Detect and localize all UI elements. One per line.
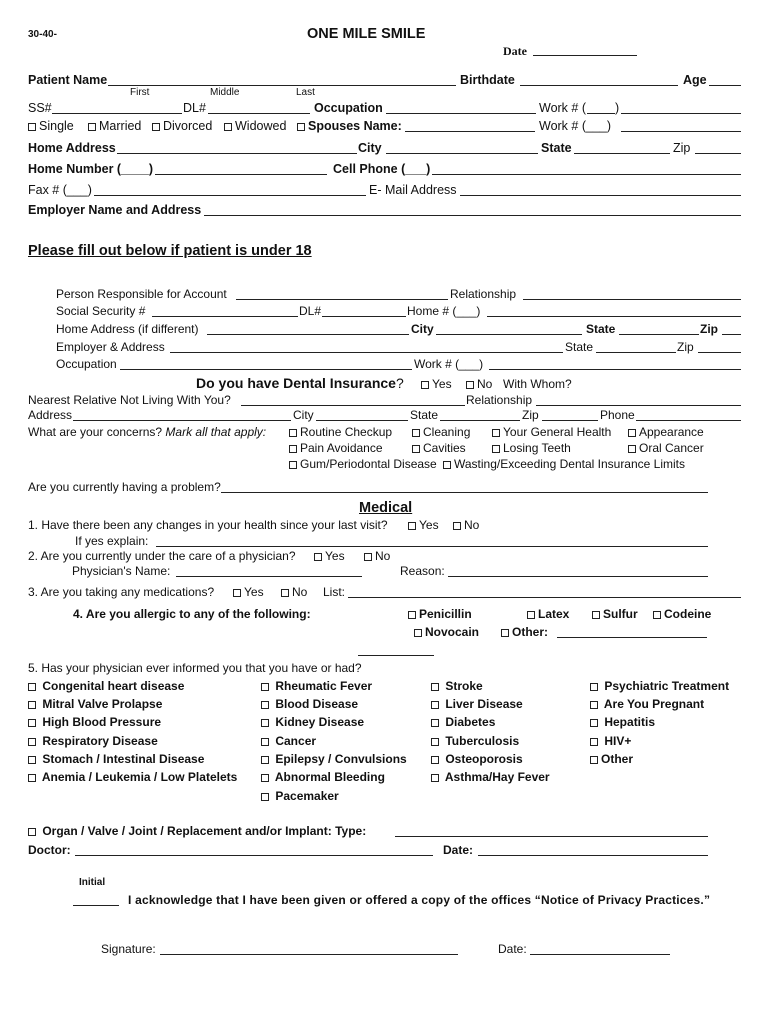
minor-occupation-label: Occupation bbox=[56, 357, 117, 371]
checkbox-icon[interactable] bbox=[421, 381, 429, 389]
ssn-field[interactable] bbox=[152, 316, 298, 317]
minor-employer-field[interactable] bbox=[170, 352, 563, 353]
condition-tuberculosis[interactable]: Tuberculosis bbox=[431, 734, 519, 748]
condition-abnormal-bleeding[interactable]: Abnormal Bleeding bbox=[261, 770, 385, 784]
marital-married[interactable]: Married bbox=[88, 119, 141, 133]
q1-yes[interactable]: Yes bbox=[408, 518, 439, 532]
age-label: Age bbox=[683, 73, 707, 87]
checkbox-icon[interactable] bbox=[28, 719, 36, 727]
minor-city-field[interactable] bbox=[436, 334, 582, 335]
cell-phone-label: Cell Phone (___) bbox=[333, 162, 431, 176]
condition-anemia[interactable]: Anemia / Leukemia / Low Platelets bbox=[28, 770, 237, 784]
checkbox-icon[interactable] bbox=[152, 123, 160, 131]
insurance-yes[interactable]: Yes bbox=[421, 377, 452, 391]
problem-field[interactable] bbox=[221, 492, 708, 493]
implant-type-field[interactable] bbox=[395, 836, 708, 837]
allergy-codeine[interactable]: Codeine bbox=[653, 607, 711, 621]
checkbox-icon[interactable] bbox=[590, 756, 598, 764]
signature-field[interactable] bbox=[160, 954, 458, 955]
zip-field[interactable] bbox=[695, 153, 741, 154]
condition-asthma[interactable]: Asthma/Hay Fever bbox=[431, 770, 550, 784]
initial-field[interactable] bbox=[73, 905, 119, 906]
relative-relationship-label: Relationship bbox=[466, 393, 533, 407]
reason-field[interactable] bbox=[448, 576, 708, 577]
checkbox-icon[interactable] bbox=[431, 738, 439, 746]
minor-zip2-field[interactable] bbox=[698, 352, 741, 353]
employer-label: Employer Name and Address bbox=[28, 203, 202, 217]
medical-q4: 4. Are you allergic to any of the following: bbox=[73, 607, 311, 621]
relative-address-field[interactable] bbox=[73, 420, 291, 421]
q2-no[interactable]: No bbox=[364, 549, 390, 563]
dl-field[interactable] bbox=[208, 113, 310, 114]
checkbox-icon[interactable] bbox=[289, 461, 297, 469]
relationship-label: Relationship bbox=[450, 287, 517, 301]
minor-home-label: Home # (___) bbox=[407, 304, 481, 318]
minor-home-field[interactable] bbox=[487, 316, 741, 317]
concern-cavities[interactable]: Cavities bbox=[412, 441, 466, 455]
minor-zip-label: Zip bbox=[700, 322, 718, 336]
concern-pain-avoidance[interactable]: Pain Avoidance bbox=[289, 441, 383, 455]
minor-work-field[interactable] bbox=[489, 369, 741, 370]
fax-label: Fax # (___) bbox=[28, 183, 92, 197]
checkbox-icon[interactable] bbox=[408, 522, 416, 530]
minor-zip2-label: Zip bbox=[677, 340, 694, 354]
employer-field[interactable] bbox=[204, 215, 741, 216]
condition-kidney-disease[interactable]: Kidney Disease bbox=[261, 715, 364, 729]
medical-q3: 3. Are you taking any medications? bbox=[28, 585, 215, 599]
q1-no[interactable]: No bbox=[453, 518, 479, 532]
condition-diabetes[interactable]: Diabetes bbox=[431, 715, 495, 729]
checkbox-icon[interactable] bbox=[261, 719, 269, 727]
concern-routine-checkup[interactable]: Routine Checkup bbox=[289, 425, 392, 439]
minor-home-address-label: Home Address (if different) bbox=[56, 322, 199, 336]
concern-cleaning[interactable]: Cleaning bbox=[412, 425, 470, 439]
checkbox-icon[interactable] bbox=[314, 553, 322, 561]
insurance-no[interactable]: No bbox=[466, 377, 492, 391]
concern-general-health[interactable]: Your General Health bbox=[492, 425, 611, 439]
checkbox-icon[interactable] bbox=[261, 738, 269, 746]
minor-work-label: Work # (___) bbox=[414, 357, 484, 371]
work-label: Work # ( bbox=[539, 101, 586, 115]
condition-hepatitis[interactable]: Hepatitis bbox=[590, 715, 655, 729]
ssn-label: Social Security # bbox=[56, 304, 146, 318]
checkbox-icon[interactable] bbox=[431, 756, 439, 764]
signature-date-label: Date: bbox=[498, 942, 527, 956]
allergy-penicillin[interactable]: Penicillin bbox=[408, 607, 472, 621]
concern-insurance-limits[interactable]: Wasting/Exceeding Dental Insurance Limits bbox=[443, 457, 685, 471]
condition-high-blood-pressure[interactable]: High Blood Pressure bbox=[28, 715, 161, 729]
implant-label[interactable]: Organ / Valve / Joint / Replacement and/or Implant: Type: bbox=[28, 824, 366, 838]
city-label: City bbox=[358, 141, 382, 155]
checkbox-icon[interactable] bbox=[590, 719, 598, 727]
checkbox-icon[interactable] bbox=[431, 774, 439, 782]
doctor-label: Doctor: bbox=[28, 843, 71, 857]
relative-state-label: State bbox=[410, 408, 439, 422]
checkbox-icon[interactable] bbox=[414, 629, 422, 637]
checkbox-icon[interactable] bbox=[412, 429, 420, 437]
concern-losing-teeth[interactable]: Losing Teeth bbox=[492, 441, 571, 455]
condition-congenital-heart[interactable]: Congenital heart disease bbox=[28, 679, 184, 693]
home-address-label: Home Address bbox=[28, 141, 116, 155]
condition-psychiatric[interactable]: Psychiatric Treatment bbox=[590, 679, 729, 693]
relative-city-label: City bbox=[293, 408, 314, 422]
checkbox-icon[interactable] bbox=[261, 683, 269, 691]
checkbox-icon[interactable] bbox=[297, 123, 305, 131]
minor-home-address-field[interactable] bbox=[207, 334, 409, 335]
date-label: Date bbox=[503, 44, 527, 58]
state-label: State bbox=[541, 141, 572, 155]
condition-epilepsy[interactable]: Epilepsy / Convulsions bbox=[261, 752, 407, 766]
minor-employer-label: Employer & Address bbox=[56, 340, 165, 354]
checkbox-icon[interactable] bbox=[28, 683, 36, 691]
medical-q1: 1. Have there been any changes in your health since your last visit? bbox=[28, 518, 388, 532]
medical-q2: 2. Are you currently under the care of a physician? bbox=[28, 549, 296, 563]
checkbox-icon[interactable] bbox=[289, 445, 297, 453]
checkbox-icon[interactable] bbox=[261, 774, 269, 782]
allergy-latex[interactable]: Latex bbox=[527, 607, 569, 621]
checkbox-icon[interactable] bbox=[431, 719, 439, 727]
checkbox-icon[interactable] bbox=[592, 611, 600, 619]
middle-caption: Middle bbox=[210, 87, 240, 98]
checkbox-icon[interactable] bbox=[261, 756, 269, 764]
ss-label: SS# bbox=[28, 101, 52, 115]
minor-zip-field[interactable] bbox=[722, 334, 741, 335]
checkbox-icon[interactable] bbox=[28, 774, 36, 782]
date-field[interactable] bbox=[533, 55, 637, 56]
medical-heading: Medical bbox=[359, 500, 413, 516]
cell-phone-field[interactable] bbox=[432, 174, 741, 175]
checkbox-icon[interactable] bbox=[408, 611, 416, 619]
work-close-paren: ) bbox=[615, 101, 620, 115]
birthdate-field[interactable] bbox=[520, 85, 678, 86]
checkbox-icon[interactable] bbox=[261, 793, 269, 801]
initial-label: Initial bbox=[79, 877, 106, 888]
medications-list-field[interactable] bbox=[348, 597, 741, 598]
condition-rheumatic-fever[interactable]: Rheumatic Fever bbox=[261, 679, 372, 693]
checkbox-icon[interactable] bbox=[501, 629, 509, 637]
checkbox-icon[interactable] bbox=[431, 683, 439, 691]
minor-occupation-field[interactable] bbox=[120, 369, 412, 370]
minor-dl-field[interactable] bbox=[322, 316, 406, 317]
relative-city-field[interactable] bbox=[316, 420, 408, 421]
checkbox-icon[interactable] bbox=[233, 589, 241, 597]
q1-explain-label: If yes explain: bbox=[75, 534, 149, 548]
checkbox-icon[interactable] bbox=[466, 381, 474, 389]
responsible-field[interactable] bbox=[236, 299, 448, 300]
insurance-question: Do you have Dental Insurance? bbox=[196, 375, 404, 391]
checkbox-icon[interactable] bbox=[527, 611, 535, 619]
doctor-field[interactable] bbox=[75, 855, 433, 856]
fax-field[interactable] bbox=[94, 195, 366, 196]
checkbox-icon[interactable] bbox=[28, 123, 36, 131]
marital-single[interactable]: Single bbox=[28, 119, 74, 133]
condition-stomach[interactable]: Stomach / Intestinal Disease bbox=[28, 752, 204, 766]
checkbox-icon[interactable] bbox=[28, 828, 36, 836]
physician-name-label: Physician's Name: bbox=[72, 564, 171, 578]
checkbox-icon[interactable] bbox=[364, 553, 372, 561]
checkbox-icon[interactable] bbox=[289, 429, 297, 437]
condition-cancer[interactable]: Cancer bbox=[261, 734, 316, 748]
home-address-field[interactable] bbox=[117, 153, 357, 154]
spouses-name-field[interactable] bbox=[405, 131, 535, 132]
checkbox-icon[interactable] bbox=[88, 123, 96, 131]
list-label: List: bbox=[323, 585, 346, 599]
home-number-label: Home Number (____) bbox=[28, 162, 154, 176]
dl-label: DL# bbox=[183, 101, 206, 115]
spouses-name[interactable]: Spouses Name: bbox=[297, 119, 402, 133]
checkbox-icon[interactable] bbox=[28, 701, 36, 709]
q3-yes[interactable]: Yes bbox=[233, 585, 264, 599]
reason-label: Reason: bbox=[400, 564, 445, 578]
allergy-other-field[interactable] bbox=[557, 637, 707, 638]
checkbox-icon[interactable] bbox=[590, 738, 598, 746]
ss-field[interactable] bbox=[52, 113, 182, 114]
relative-state-field[interactable] bbox=[440, 420, 520, 421]
page-title: ONE MILE SMILE bbox=[307, 26, 426, 42]
relative-field[interactable] bbox=[241, 405, 465, 406]
form-code: 30-40- bbox=[28, 29, 57, 40]
work-area-code[interactable] bbox=[587, 113, 615, 114]
checkbox-icon[interactable] bbox=[443, 461, 451, 469]
medical-q5: 5. Has your physician ever informed you that you have or had? bbox=[28, 661, 362, 675]
relative-zip-label: Zip bbox=[522, 408, 539, 422]
responsible-label: Person Responsible for Account bbox=[56, 287, 227, 301]
relative-label: Nearest Relative Not Living With You? bbox=[28, 393, 231, 407]
email-label: E- Mail Address bbox=[369, 183, 457, 197]
checkbox-icon[interactable] bbox=[224, 123, 232, 131]
checkbox-icon[interactable] bbox=[261, 701, 269, 709]
medical-date-label: Date: bbox=[443, 843, 474, 857]
work-field[interactable] bbox=[621, 113, 741, 114]
occupation-label: Occupation bbox=[314, 101, 383, 115]
checkbox-icon[interactable] bbox=[492, 429, 500, 437]
condition-stroke[interactable]: Stroke bbox=[431, 679, 483, 693]
last-caption: Last bbox=[296, 87, 315, 98]
minor-state2-field[interactable] bbox=[596, 352, 676, 353]
state-field[interactable] bbox=[574, 153, 670, 154]
condition-pacemaker[interactable]: Pacemaker bbox=[261, 789, 339, 803]
condition-mitral-valve[interactable]: Mitral Valve Prolapse bbox=[28, 697, 162, 711]
allergy-novocain[interactable]: Novocain bbox=[414, 625, 479, 639]
q2-yes[interactable]: Yes bbox=[314, 549, 345, 563]
signature-date-field[interactable] bbox=[530, 954, 670, 955]
privacy-acknowledgement: I acknowledge that I have been given or offered a copy of the offices “Notice of Privacy Practices.” bbox=[128, 893, 711, 907]
zip-label: Zip bbox=[673, 141, 691, 155]
spouse-work-field[interactable] bbox=[621, 131, 741, 132]
checkbox-icon[interactable] bbox=[453, 522, 461, 530]
checkbox-icon[interactable] bbox=[28, 756, 36, 764]
relative-relationship-field[interactable] bbox=[536, 405, 741, 406]
checkbox-icon[interactable] bbox=[28, 738, 36, 746]
condition-other[interactable]: Other bbox=[590, 752, 633, 766]
condition-blood-disease[interactable]: Blood Disease bbox=[261, 697, 358, 711]
email-field[interactable] bbox=[460, 195, 741, 196]
q3-no[interactable]: No bbox=[281, 585, 307, 599]
checkbox-icon[interactable] bbox=[281, 589, 289, 597]
checkbox-icon[interactable] bbox=[628, 445, 636, 453]
minor-city-label: City bbox=[411, 322, 434, 336]
condition-liver-disease[interactable]: Liver Disease bbox=[431, 697, 523, 711]
checkbox-icon[interactable] bbox=[628, 429, 636, 437]
patient-name-label: Patient Name bbox=[28, 73, 108, 87]
q1-explain-field[interactable] bbox=[156, 546, 708, 547]
checkbox-icon[interactable] bbox=[431, 701, 439, 709]
minor-dl-label: DL# bbox=[299, 304, 322, 318]
concern-oral-cancer[interactable]: Oral Cancer bbox=[628, 441, 704, 455]
condition-osteoporosis[interactable]: Osteoporosis bbox=[431, 752, 523, 766]
home-number-field[interactable] bbox=[155, 174, 327, 175]
condition-pregnant[interactable]: Are You Pregnant bbox=[590, 697, 704, 711]
patient-name-field[interactable] bbox=[108, 85, 456, 86]
physician-name-field[interactable] bbox=[176, 576, 362, 577]
marital-widowed[interactable]: Widowed bbox=[224, 119, 286, 133]
city-field[interactable] bbox=[386, 153, 538, 154]
age-field[interactable] bbox=[709, 85, 741, 86]
birthdate-label: Birthdate bbox=[460, 73, 515, 87]
concern-appearance[interactable]: Appearance bbox=[628, 425, 704, 439]
medical-date-field[interactable] bbox=[478, 855, 708, 856]
marital-divorced[interactable]: Divorced bbox=[152, 119, 212, 133]
spouse-work-label: Work # (___) bbox=[539, 119, 612, 133]
minor-state2-label: State bbox=[565, 340, 594, 354]
relative-zip-field[interactable] bbox=[542, 420, 598, 421]
checkbox-icon[interactable] bbox=[590, 701, 598, 709]
checkbox-icon[interactable] bbox=[590, 683, 598, 691]
occupation-field[interactable] bbox=[386, 113, 536, 114]
concerns-label: What are your concerns? Mark all that apply: bbox=[28, 425, 267, 439]
with-whom-label: With Whom? bbox=[503, 377, 572, 391]
problem-label: Are you currently having a problem? bbox=[28, 480, 221, 494]
minor-state-label: State bbox=[586, 322, 616, 336]
condition-hiv[interactable]: HIV+ bbox=[590, 734, 631, 748]
relative-phone-field[interactable] bbox=[636, 420, 741, 421]
checkbox-icon[interactable] bbox=[412, 445, 420, 453]
allergy-other[interactable]: Other: bbox=[501, 625, 548, 639]
signature-label: Signature: bbox=[101, 942, 156, 956]
concern-gum-disease[interactable]: Gum/Periodontal Disease bbox=[289, 457, 437, 471]
allergy-sulfur[interactable]: Sulfur bbox=[592, 607, 638, 621]
minor-state-field[interactable] bbox=[619, 334, 699, 335]
checkbox-icon[interactable] bbox=[653, 611, 661, 619]
checkbox-icon[interactable] bbox=[492, 445, 500, 453]
allergy-extra-field[interactable] bbox=[358, 655, 434, 656]
condition-respiratory[interactable]: Respiratory Disease bbox=[28, 734, 158, 748]
first-caption: First bbox=[130, 87, 150, 98]
relationship-field[interactable] bbox=[523, 299, 741, 300]
minor-heading: Please fill out below if patient is under 18 bbox=[28, 243, 312, 259]
relative-phone-label: Phone bbox=[600, 408, 635, 422]
relative-address-label: Address bbox=[28, 408, 73, 422]
